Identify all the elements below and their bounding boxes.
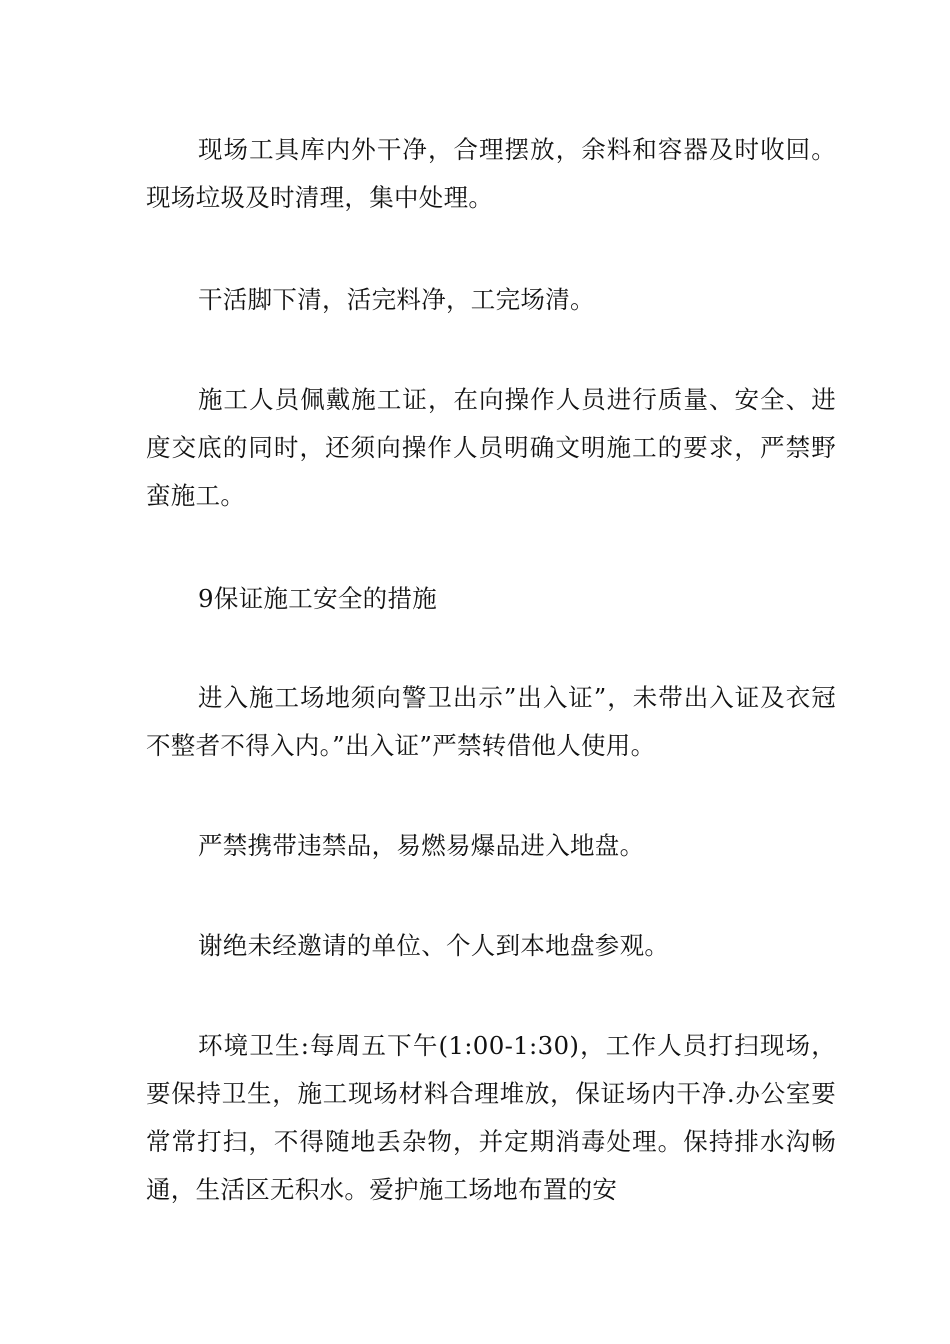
paragraph-construction-pass: 施工人员佩戴施工证，在向操作人员进行质量、安全、进度交底的同时，还须向操作人员明确文明施工的要求，严禁野蛮施工。: [146, 385, 836, 510]
paragraph-clean-site: 干活脚下清，活完料净，工完场清。: [198, 285, 595, 314]
paragraph-no-visitors: 谢绝未经邀请的单位、个人到本地盘参观。: [198, 931, 670, 960]
paragraph-environmental-hygiene: 环境卫生:每周五下午(1:00-1:30)，工作人员打扫现场，要保持卫生，施工现场材料合理堆放，保证场内干净.办公室要常常打扫，不得随地丢杂物，并定期消毒处理。保持排水沟畅通，生活区无积水。爱护施工场地布置的安: [146, 1031, 836, 1204]
section-heading-safety-measures: 9保证施工安全的措施: [198, 584, 438, 613]
paragraph-prohibited-items: 严禁携带违禁品，易燃易爆品进入地盘。: [198, 831, 645, 860]
paragraph-tool-storage: 现场工具库内外干净，合理摆放，余料和容器及时收回。现场垃圾及时清理，集中处理。: [146, 135, 836, 212]
paragraph-entry-pass: 进入施工场地须向警卫出示”出入证”，未带出入证及衣冠不整者不得入内。”出入证”严禁转借他人使用。: [146, 683, 836, 760]
